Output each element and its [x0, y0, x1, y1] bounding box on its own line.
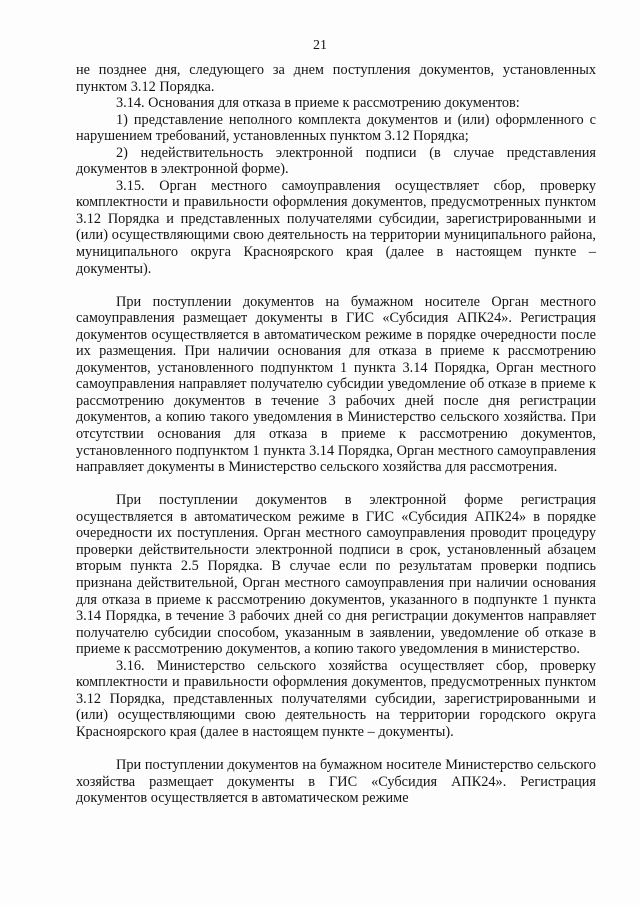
paragraph-3-16: 3.16. Министерство сельского хозяйства осуществляет сбор, проверку комплектности и правильности оформления документов, предусмотренных пунктом 3.12 Порядка, представленных получателями субсидии, зарегистрированными и (или) осуществляющими свою деятельность на территории городского округа Красноярского края (далее в настоящем пункте – документы).	[76, 657, 596, 740]
paragraph-3-14-item-1: 1) представление неполного комплекта документов и (или) оформленного с нарушением требований, установленных пунктом 3.12 Порядка;	[76, 111, 596, 145]
paragraph-3-14-item-2: 2) недействительность электронной подписи (в случае представления документов в электронной форме).	[76, 144, 596, 178]
paragraph-3-14-heading: 3.14. Основания для отказа в приеме к рассмотрению документов:	[116, 95, 520, 112]
paragraph-3-15-paper: При поступлении документов на бумажном носителе Орган местного самоуправления размещает документы в ГИС «Субсидия АПК24». Регистрация документов осуществляется в автоматическом режиме в порядке очередности после их размещения. При наличии основания для отказа в приеме к рассмотрению документов, установленного подпунктом 1 пункта 3.14 Порядка, Орган местного самоуправления направляет получателю субсидии уведомление об отказе в приеме к рассмотрению документов в течение 3 рабочих дней после дня регистрации документов, а копию такого уведомления в Министерство сельского хозяйства. При отсутствии основания для отказа в приеме к рассмотрению документов, установленного подпунктом 1 пункта 3.14 Порядка, Орган местного самоуправления направляет документы в Министерство сельского хозяйства для рассмотрения.	[76, 293, 596, 476]
paragraph-spacer	[76, 740, 596, 757]
paragraph-3-15-electronic: При поступлении документов в электронной форме регистрация осуществляется в автоматическом режиме в ГИС «Субсидия АПК24» в порядке очередности их поступления. Орган местного самоуправления проводит процедуру проверки действительности электронной подписи в срок, установленный абзацем вторым пункта 2.5 Порядка. В случае если по результатам проверки подпись признана действительной, Орган местного самоуправления при наличии основания для отказа в приеме к рассмотрению документов, указанного в подпункте 1 пункта 3.14 Порядка, в течение 3 рабочих дней со дня регистрации документов направляет получателю субсидии способом, указанным в заявлении, уведомление об отказе в приеме к рассмотрению документов, а копию такого уведомления в министерство.	[76, 492, 596, 658]
paragraph-3-16-paper: При поступлении документов на бумажном носителе Министерство сельского хозяйства размещает документы в ГИС «Субсидия АПК24». Регистрация документов осуществляется в автоматическом режиме	[76, 756, 596, 807]
paragraph-spacer	[76, 277, 596, 294]
document-body	[76, 62, 596, 807]
paragraph-continuation: не позднее дня, следующего за днем поступления документов, установленных пунктом 3.12 Порядка.	[76, 62, 596, 95]
page-number: 21	[313, 38, 327, 53]
paragraph-spacer	[76, 476, 596, 493]
paragraph-3-15: 3.15. Орган местного самоуправления осуществляет сбор, проверку комплектности и правильности оформления документов, предусмотренных пунктом 3.12 Порядка и представленных получателями субсидии, зарегистрированными и (или) осуществляющими свою деятельность на территории муниципального района, муниципального округа Красноярского края (далее в настоящем пункте – документы).	[76, 177, 596, 277]
